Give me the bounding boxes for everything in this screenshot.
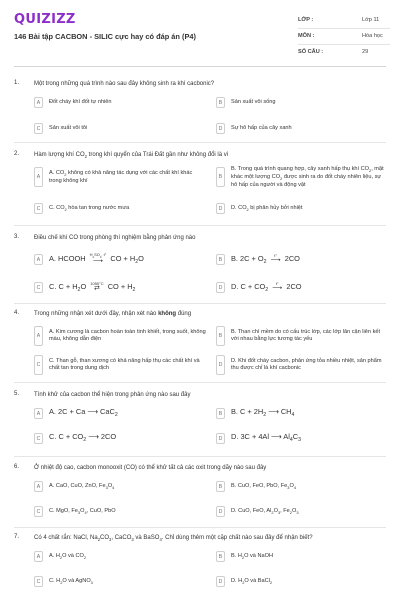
option-c[interactable] [34, 201, 206, 216]
option-text: Đốt cháy khí đốt tự nhiên [49, 99, 112, 105]
question-text-part: đúng [176, 311, 192, 317]
option-text: C. $C + CO_2$ ⟶ 2CO [49, 432, 117, 443]
question-text: Điều chế khí CO trong phòng thí nghiệm bằng phản ứng nào [34, 235, 196, 241]
option-text: B. $C + 2H_2$ ⟶ $CH_4$ [231, 407, 295, 418]
meta-value: Lớp 11 [362, 17, 380, 23]
question-text [34, 151, 386, 161]
option-letter: A [34, 97, 43, 108]
option-text: D. $H_2O$ và BaCl$_2$ [231, 577, 273, 585]
quizizz-logo: QUIZIZZ [14, 12, 76, 27]
option-letter: B [216, 167, 225, 187]
subscript: 2 [84, 154, 87, 159]
option-text: C. $CO_2$ hòa tan trong nước mưa [49, 204, 130, 212]
option-letter: A [34, 326, 43, 346]
option-letter: A [34, 254, 43, 265]
option-a[interactable] [34, 252, 206, 267]
option-letter: A [34, 481, 43, 492]
option-b[interactable] [216, 165, 388, 189]
question-text: Một trong những quá trình nào sau đây không sinh ra khí cacbonic? [34, 81, 215, 87]
option-letter: B [216, 326, 225, 346]
option-letter: C [34, 433, 43, 444]
option-letter: C [34, 506, 43, 517]
question-text: Ở nhiệt độ cao, cacbon monooxit (CO) có thể khử tất cả các oxit trong dãy nào sau đây [34, 465, 267, 471]
question-number: 1. [14, 80, 20, 86]
option-letter: A [34, 408, 43, 419]
option-text-body: Than gỗ, than xương có khả năng hấp thụ các chất khí và chất tan trong dung dịch [49, 358, 200, 371]
option-b[interactable] [216, 95, 388, 110]
option-b[interactable] [216, 549, 388, 564]
option-c[interactable] [34, 353, 206, 377]
question-divider [14, 303, 386, 304]
option-text: Sản xuất vôi tôi [49, 125, 88, 131]
option-letter: A [34, 167, 43, 187]
option-c[interactable] [34, 504, 206, 519]
meta-row-subject [298, 29, 390, 45]
option-text: B. CuO, FeO, PbO, $Fe_3O_4$ [231, 482, 296, 490]
option-d[interactable] [216, 121, 388, 136]
option-text: C. Than gỗ, than xương có khả năng hấp thụ các chất khí và chất tan trong dung dịch [49, 358, 200, 371]
option-text: C. $C + H_2O$ 1050°C ⇄ CO + $H_2$ [49, 280, 136, 293]
option-letter: B [216, 408, 225, 419]
option-text: C. MgO, $Fe_3O_4$, CuO, PbO [49, 507, 116, 515]
option-text-body: Khi đốt cháy cacbon, phản ứng tỏa nhiều nhiệt, sản phẩm thu được chỉ là khí cacbonic [231, 358, 382, 371]
meta-row-class [298, 13, 390, 29]
option-letter: B [216, 481, 225, 492]
option-d[interactable] [216, 280, 388, 295]
option-c[interactable] [34, 574, 206, 589]
option-letter: C [34, 355, 43, 375]
option-a[interactable] [34, 95, 206, 110]
worksheet-header [0, 0, 400, 64]
option-d[interactable] [216, 574, 388, 589]
question-text [34, 310, 386, 318]
option-letter: D [216, 282, 225, 293]
option-letter: C [34, 203, 43, 214]
worksheet-title: 146 Bài tập CACBON - SILIC cực hay có đáp án (P4) [14, 32, 196, 41]
option-letter: D [216, 506, 225, 517]
option-a[interactable] [34, 479, 206, 494]
option-letter: D [216, 433, 225, 444]
option-letter: D [216, 123, 225, 134]
option-letter: A [34, 551, 43, 562]
option-text: A. CaO, CuO, ZnO, $Fe_3O_4$ [49, 482, 115, 490]
question-number: 2. [14, 151, 20, 157]
option-text: D. 3C + 4Al ⟶ $Al_4C_3$ [231, 432, 301, 443]
meta-value: 29 [362, 49, 369, 55]
question-text-part: Hàm lượng khí CO [34, 152, 85, 158]
meta-value: Hóa học [362, 33, 383, 39]
meta-key: MÔN : [298, 33, 315, 39]
option-b[interactable] [216, 406, 388, 421]
option-text: A. $CO_2$ không có khả năng tác dụng với các chất khí khác trong không khí [49, 169, 193, 184]
question-text-part: trong khí quyển của Trái Đất gần như không đổi là vì [86, 152, 229, 158]
option-letter: B [216, 254, 225, 265]
option-d[interactable] [216, 431, 388, 446]
option-letter: C [34, 123, 43, 134]
question-text-emphasis: không [158, 311, 177, 317]
meta-key: SỐ CÂU : [298, 49, 324, 55]
option-letter: D [216, 355, 225, 375]
option-text-body: Than chì mềm do có cấu trúc lớp, các lớp lân cận liên kết với nhau bằng lực tương tác yếu [231, 329, 381, 342]
option-d[interactable] [216, 504, 388, 519]
option-c[interactable] [34, 121, 206, 136]
option-letter: B [216, 97, 225, 108]
option-b[interactable] [216, 324, 388, 348]
option-c[interactable] [34, 280, 206, 295]
question-divider [14, 225, 386, 226]
question-number: 4. [14, 310, 20, 316]
question-text: Tính khử của cacbon thể hiện trong phản ứng nào sau đây [34, 392, 191, 398]
option-letter: D [216, 576, 225, 587]
question-number: 5. [14, 391, 20, 397]
option-text: D. CuO, FeO, $Al_2O_3$, $Fe_2O_3$ [231, 507, 299, 515]
option-letter: D [216, 203, 225, 214]
question-number: 6. [14, 464, 20, 470]
question-number: 3. [14, 234, 20, 240]
option-letter: C [34, 282, 43, 293]
option-text: C. $H_2O$ và AgNO$_3$ [49, 577, 93, 585]
question-number: 7. [14, 534, 20, 540]
option-text: B. Than chì mềm do có cấu trúc lớp, các lớp lân cận liên kết với nhau bằng lực tương tác yếu [231, 329, 381, 342]
question-text-part: Trong những nhận xét dưới đây, nhận xét nào [34, 311, 159, 317]
meta-row-count [298, 45, 390, 61]
option-text-body: Kim cương là cacbon hoàn toàn tinh khiết, trong suốt, không màu, không dẫn điện [49, 329, 206, 342]
option-d[interactable] [216, 201, 388, 216]
question-divider [14, 456, 386, 457]
option-text: B. $H_2O$ và NaOH [231, 552, 273, 560]
question-divider [14, 382, 386, 383]
option-a[interactable] [34, 549, 206, 564]
meta-key: LỚP : [298, 17, 314, 23]
option-text: Sự hô hấp của cây xanh [231, 125, 292, 131]
option-text: D. Khi đốt cháy cacbon, phản ứng tỏa nhiều nhiệt, sản phẩm thu được chỉ là khí cacbonic [231, 358, 382, 371]
header-divider [14, 66, 386, 67]
question-text: Có 4 chất rắn: NaCl, $Na_2CO_3$, CaCO$_3$ và BaSO$_4$. Chỉ dùng thêm một cặp chất nào sau đây để nhận biết? [34, 535, 313, 542]
worksheet-meta [298, 13, 390, 61]
option-a[interactable] [34, 406, 206, 421]
option-c[interactable] [34, 431, 206, 446]
option-letter: B [216, 551, 225, 562]
option-b[interactable] [216, 252, 388, 267]
option-text: D. $C + CO_2$ t° ⟶ 2CO [231, 280, 302, 293]
option-a[interactable] [34, 165, 206, 189]
option-text: B. Trong quá trình quang hợp, cây xanh hấp thụ khí $CO_2$, mặt khác một lượng $CO_2$ được sinh ra do đốt cháy nhiên liệu, sự hô hấp của người và động vật [231, 165, 384, 188]
option-text: A. $H_2O$ và $CO_2$ [49, 552, 87, 560]
option-text: A. Kim cương là cacbon hoàn toàn tinh khiết, trong suốt, không màu, không dẫn điện [49, 329, 206, 342]
question-divider [14, 142, 386, 143]
option-text: D. $CO_2$ bị phân hủy bởi nhiệt [231, 204, 303, 212]
question-divider [14, 527, 386, 528]
option-letter: C [34, 576, 43, 587]
option-b[interactable] [216, 479, 388, 494]
option-text: Sản xuất vôi sống [231, 99, 276, 105]
option-text: A. HCOOH $H_2SO_4$, t° ⟶ CO + $H_2O$ [49, 252, 144, 266]
option-d[interactable] [216, 353, 388, 377]
option-text: A. 2C + Ca ⟶ CaC$_2$ [49, 407, 118, 418]
option-text: B. $2C + O_2$ t° ⟶ 2CO [231, 252, 300, 265]
option-a[interactable] [34, 324, 206, 348]
